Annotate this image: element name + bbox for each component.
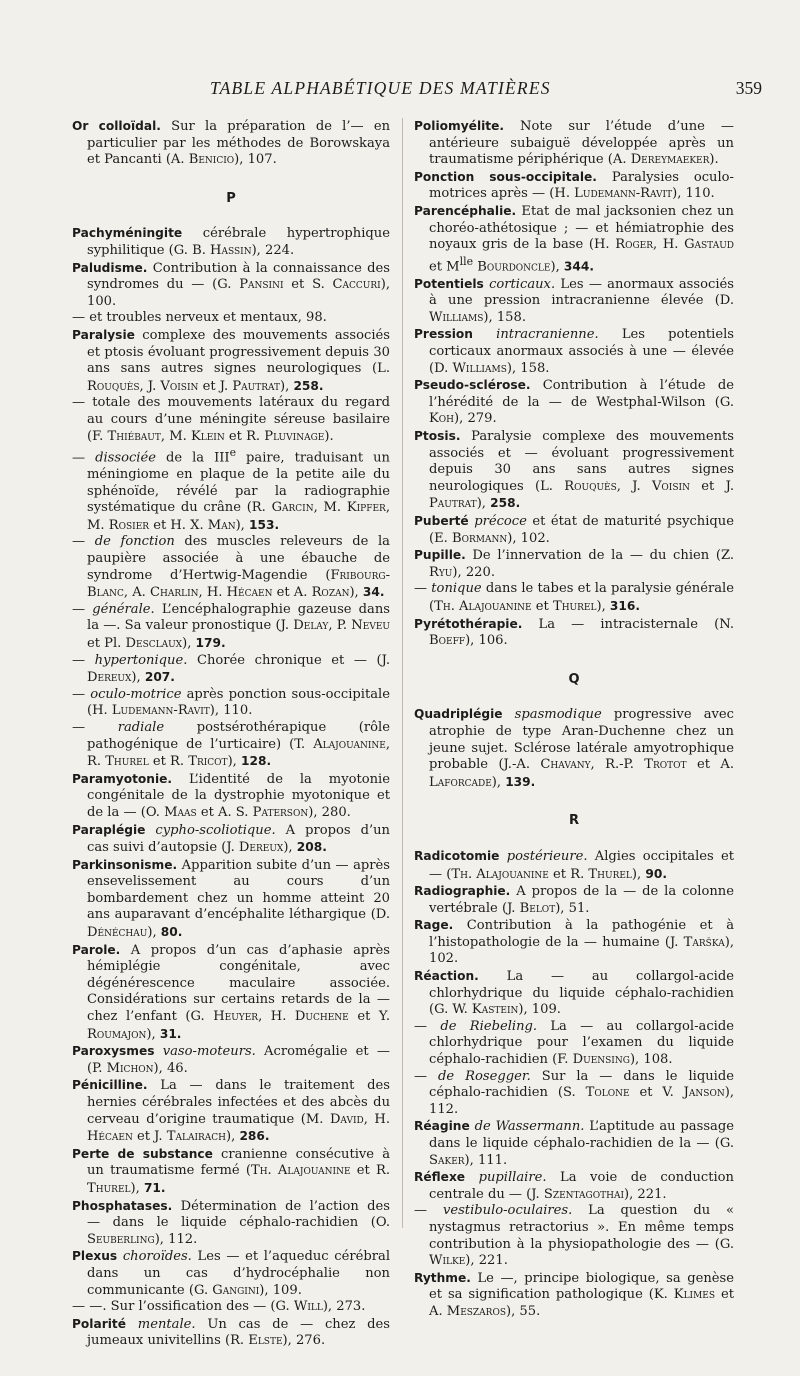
index-entry: Pupille. De l’innervation de la — du chien (Z. Ryu), 220. bbox=[414, 548, 734, 580]
index-entry: — radiale postsérothérapique (rôle pathogénique de l’urticaire) (T. Alajouanine, R. Thurel et R. Tricot), 128. bbox=[72, 719, 390, 770]
index-entry: Radiographie. A propos de la — de la colonne vertébrale (J. Belot), 51. bbox=[414, 884, 734, 916]
index-entry: — —. Sur l’ossification des — (G. Will), 273. bbox=[72, 1299, 366, 1315]
index-entry: — totale des mouvements latéraux du regard au cours d’une méningite séreuse basilaire (F. Thiébaut, M. Klein et R. Pluvinage). bbox=[72, 395, 390, 444]
index-entry: Or colloïdal. Sur la préparation de l’— en particulier par les méthodes de Borowskaya et Pancanti (A. Benicio), 107. bbox=[72, 119, 390, 168]
index-entry: Parole. A propos d’un cas d’aphasie après hémiplégie congénitale, avec dégénérescence maculaire associée. Considérations sur certains retards de la — chez l’enfant (G. Heuyer, H. Duchene et Y. Roumajon), 31. bbox=[72, 942, 390, 1042]
index-entry: — et troubles nerveux et mentaux, 98. bbox=[72, 310, 327, 326]
index-entry: Plexus choroïdes. Les — et l’aqueduc cérébral dans un cas d’hydrocéphalie non communicante (G. Gangini), 109. bbox=[72, 1249, 391, 1298]
index-entry: — de Rosegger. Sur la — dans le liquide céphalo-rachidien (S. Tolone et V. Janson), 112. bbox=[414, 1068, 735, 1117]
page-header bbox=[30, 76, 770, 106]
page-number: 359 bbox=[735, 78, 762, 98]
index-entry: Pachyméningite cérébrale hypertrophique syphilitique (G. B. Hassin), 224. bbox=[72, 226, 390, 258]
index-entry: Réaction. La — au collargol-acide chlorhydrique du liquide céphalo-rachidien (G. W. Kastein), 109. bbox=[414, 969, 734, 1018]
index-entry: Paralysie complexe des mouvements associés et ptosis évoluant progressivement depuis 30 ans sans autres signes neurologiques (L. Rouquès, J. Voisin et J. Pautrat), 258. bbox=[72, 327, 390, 394]
index-entry: — tonique dans le tabes et la paralysie générale (Th. Alajouanine et Thurel), 316. bbox=[414, 581, 734, 614]
index-entry: — de Riebeling. La — au collargol-acide chlorhydrique pour l’examen du liquide céphalo-rachidien (F. Duensing), 108. bbox=[414, 1018, 734, 1068]
index-entry: Rythme. Le —, principe biologique, sa genèse et sa signification pathologique (K. Klimes et A. Meszaros), 55. bbox=[414, 1270, 734, 1319]
index-entry: Réagine de Wassermann. L’aptitude au passage dans le liquide céphalo-rachidien de la — (G. Saker), 111. bbox=[414, 1119, 734, 1168]
index-entry: Pyrétothérapie. La — intracisternale (N. Boeff), 106. bbox=[414, 616, 734, 649]
index-entry: Pénicilline. La — dans le traitement des hernies cérébrales infectées et des abcès du cerveau d’origine traumatique (M. David, H. Hécaen et J. Talairach), 286. bbox=[72, 1078, 390, 1145]
index-entry: Potentiels corticaux. Les — anormaux associés à une pression intracranienne élevée (D. Williams), 158. bbox=[414, 276, 734, 325]
index-entry: Paramyotonie. L’identité de la myotonie congénitale de la dystrophie myotonique et de la — (O. Maas et A. S. Paterson), 280. bbox=[72, 771, 390, 820]
index-entry: Paludisme. Contribution à la connaissance des syndromes du — (G. Pansini et S. Caccuri), 100. bbox=[72, 260, 390, 309]
index-entry: Ptosis. Paralysie complexe des mouvements associés et — évoluant progressivement depuis 30 ans sans autres signes neurologiques (L. Rouquès, J. Voisin et J. Pautrat), 258. bbox=[414, 429, 734, 512]
index-entry: Poliomyélite. Note sur l’étude d’une — antérieure subaiguë développée après un traumatisme périphérique (A. Dereymaeker). bbox=[414, 119, 734, 168]
index-entry: Perte de substance cranienne consécutive à un traumatisme fermé (Th. Alajouanine et R. Thurel), 71. bbox=[72, 1146, 391, 1196]
index-entry: — de fonction des muscles releveurs de la paupière associée à une ébauche de syndrome d’Hertwig-Magendie (Fribourg-Blanc, A. Charlin, H. Hécaen et A. Rozan), 34. bbox=[72, 534, 390, 601]
index-entry: — oculo-motrice après ponction sous-occipitale (H. Ludemann-Ravit), 110. bbox=[72, 686, 390, 719]
right-column bbox=[414, 118, 734, 1321]
index-entry: — vestibulo-oculaires. La question du « nystagmus retractorius ». En même temps contribution à la physiopathologie des — (G. Wilke), 221. bbox=[414, 1203, 734, 1269]
index-entry: — dissociée de la IIIe paire, traduisant un méningiome en plaque de la petite aile du sphénoïde, révélé par la radiographie systématique du crâne (R. Garcin, M. Kipfer, M. Rosier et H. X. Man), 153. bbox=[72, 446, 390, 533]
left-column bbox=[72, 118, 390, 1350]
index-entry: Quadriplégie spasmodique progressive avec atrophie de type Aran-Duchenne chez un jeune sujet. Sclérose latérale amyotrophique probable (J.-A. Chavany, R.-P. Trotot et A. Laforcade), 139. bbox=[414, 707, 735, 790]
index-entry: Paroxysmes vaso-moteurs. Acromégalie et — (P. Michon), 46. bbox=[72, 1044, 390, 1076]
index-entry: — générale. L’encéphalographie gazeuse dans la —. Sa valeur pronostique (J. Delay, P. Neveu et Pl. Desclaux), 179. bbox=[72, 601, 390, 651]
index-entry: Ponction sous-occipitale. Paralysies oculo-motrices après — (H. Ludemann-Ravit), 110. bbox=[414, 169, 734, 202]
index-entry: Paraplégie cypho-scoliotique. A propos d’un cas suivi d’autopsie (J. Dereux), 208. bbox=[72, 822, 390, 856]
index-entry: Parkinsonisme. Apparition subite d’un — après ensevelissement au cours d’un bombardement chez un homme atteint 20 ans auparavant d’encéphalite léthargique (D. Dénéchau), 80. bbox=[72, 857, 390, 941]
index-entry: Réflexe pupillaire. La voie de conduction centrale du — (J. Szentagothai), 221. bbox=[414, 1170, 734, 1202]
index-entry: Parencéphalie. Etat de mal jacksonien chez un choréo-athétosique ; — et hémiatrophie des noyaux gris de la base (H. Roger, H. Gastaud et $M^{lle}$ Bourdoncle), 344. bbox=[414, 203, 734, 275]
section-letter: Q bbox=[568, 671, 580, 687]
index-entry: Phosphatases. Détermination de l’action des — dans le liquide céphalo-rachidien (O. Seuberling), 112. bbox=[72, 1198, 390, 1247]
running-title: TABLE ALPHABÉTIQUE DES MATIÈRES bbox=[210, 78, 551, 98]
index-entry: Polarité mentale. Un cas de — chez des jumeaux univitellins (R. Elste), 276. bbox=[72, 1316, 390, 1349]
index-entry: Pression intracranienne. Les potentiels corticaux anormaux associés à une — élevée (D. Williams), 158. bbox=[414, 327, 734, 376]
section-letter: R bbox=[568, 813, 579, 829]
index-entry: Radicotomie postérieure. Algies occipitales et — (Th. Alajouanine et R. Thurel), 90. bbox=[414, 848, 734, 882]
section-letter: P bbox=[226, 190, 236, 206]
index-entry: Rage. Contribution à la pathogénie et à l’histopathologie de la — humaine (J. Tarška), 102. bbox=[414, 918, 734, 967]
index-entry: Pseudo-sclérose. Contribution à l’étude de l’hérédité de la — de Westphal-Wilson (G. Koh), 279. bbox=[414, 378, 734, 427]
index-entry: — hypertonique. Chorée chronique et — (J. Dereux), 207. bbox=[72, 652, 390, 686]
column-divider bbox=[402, 118, 403, 1228]
index-entry: Puberté précoce et état de maturité psychique (E. Bormann), 102. bbox=[414, 514, 734, 546]
